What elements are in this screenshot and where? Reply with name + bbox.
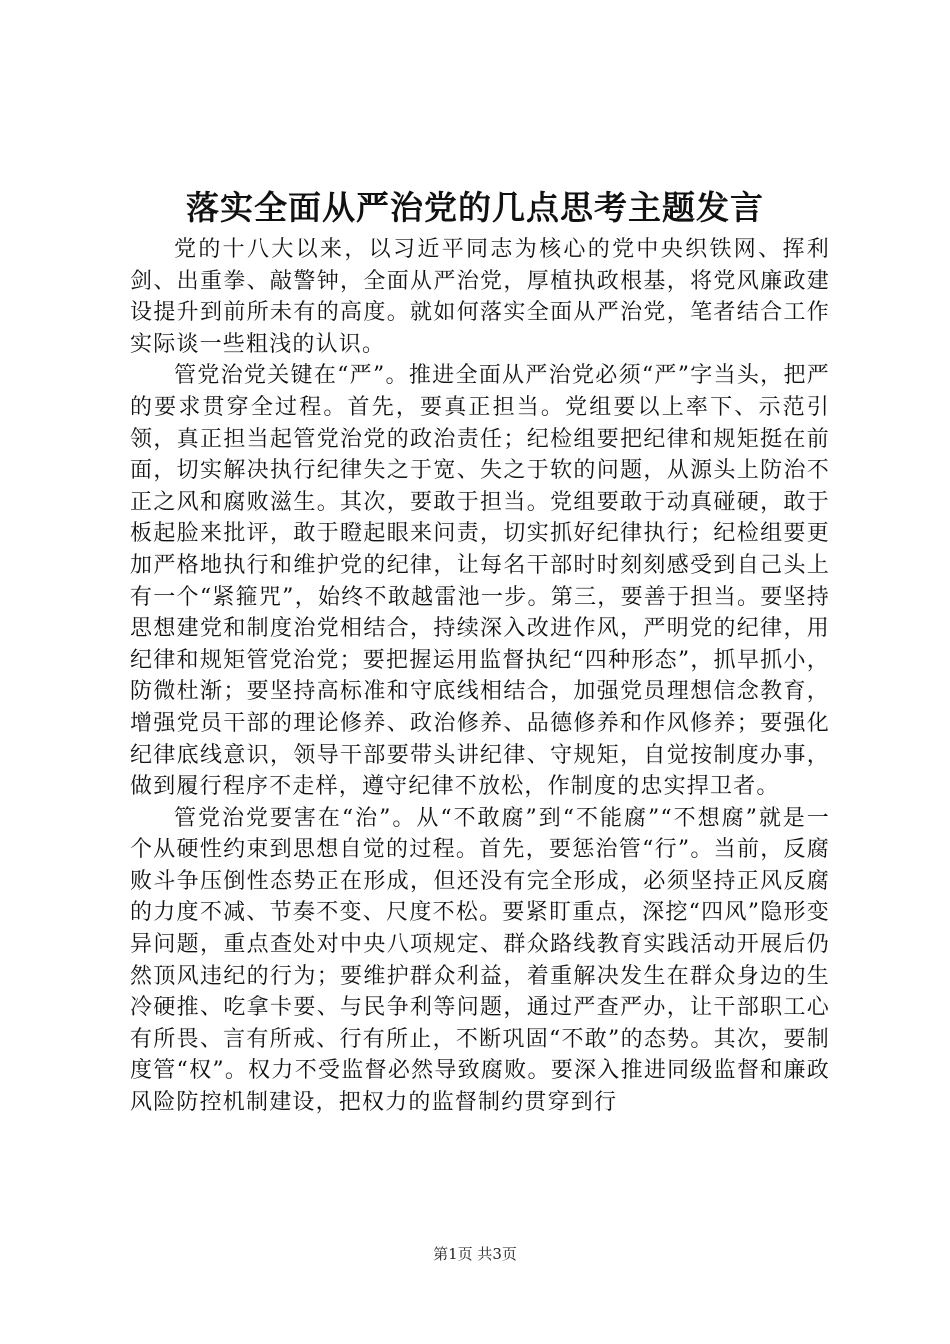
paragraph-1: 党的十八大以来，以习近平同志为核心的党中央织铁网、挥利剑、出重拳、敲警钟，全面从严治党，厚植执政根基，将党风廉政建设提升到前所未有的高度。就如何落实全面从严治党，笔者结合工作实际谈一些粗浅的认识。 <box>130 237 830 357</box>
document-body <box>130 234 830 1119</box>
paragraph-2: 管党治党关键在“严”。推进全面从严治党必须“严”字当头，把严的要求贯穿全过程。首先，要真正担当。党组要以上率下、示范引领，真正担当起管党治党的政治责任；纪检组要把纪律和规矩挺在前面，切实解决执行纪律失之于宽、失之于软的问题，从源头上防治不正之风和腐败滋生。其次，要敢于担当。党组要敢于动真碰硬，敢于板起脸来批评，敢于瞪起眼来问责，切实抓好纪律执行；纪检组要更加严格地执行和维护党的纪律，让每名干部时时刻刻感受到自己头上有一个“紧箍咒”，始终不敢越雷池一步。第三，要善于担当。要坚持思想建党和制度治党相结合，持续深入改进作风，严明党的纪律，用纪律和规矩管党治党；要把握运用监督执纪“四种形态”，抓早抓小，防微杜渐；要坚持高标准和守底线相结合，加强党员理想信念教育，增强党员干部的理论修养、政治修养、品德修养和作风修养；要强化纪律底线意识，领导干部要带头讲纪律、守规矩，自觉按制度办事，做到履行程序不走样，遵守纪律不放松，作制度的忠实捍卫者。 <box>130 363 830 800</box>
document-title: 落实全面从严治党的几点思考主题发言 <box>186 188 764 227</box>
paragraph-3: 管党治党要害在“治”。从“不敢腐”到“不能腐”“不想腐”就是一个从硬性约束到思想自觉的过程。首先，要惩治管“行”。当前，反腐败斗争压倒性态势正在形成，但还没有完全形成，必须坚持正风反腐的力度不减、节奏不变、尺度不松。要紧盯重点，深挖“四风”隐形变异问题，重点查处对中央八项规定、群众路线教育实践活动开展后仍然顶风违纪的行为；要维护群众利益，着重解决发生在群众身边的生冷硬推、吃拿卡要、与民争利等问题，通过严查严办，让干部职工心有所畏、言有所戒、行有所止，不断巩固“不敢”的态势。其次，要制度管“权”。权力不受监督必然导致腐败。要深入推进同级监督和廉政风险防控机制建设，把权力的监督制约贯穿到行 <box>130 805 830 1116</box>
page-number-footer: 第1页 共3页 <box>433 1245 517 1263</box>
